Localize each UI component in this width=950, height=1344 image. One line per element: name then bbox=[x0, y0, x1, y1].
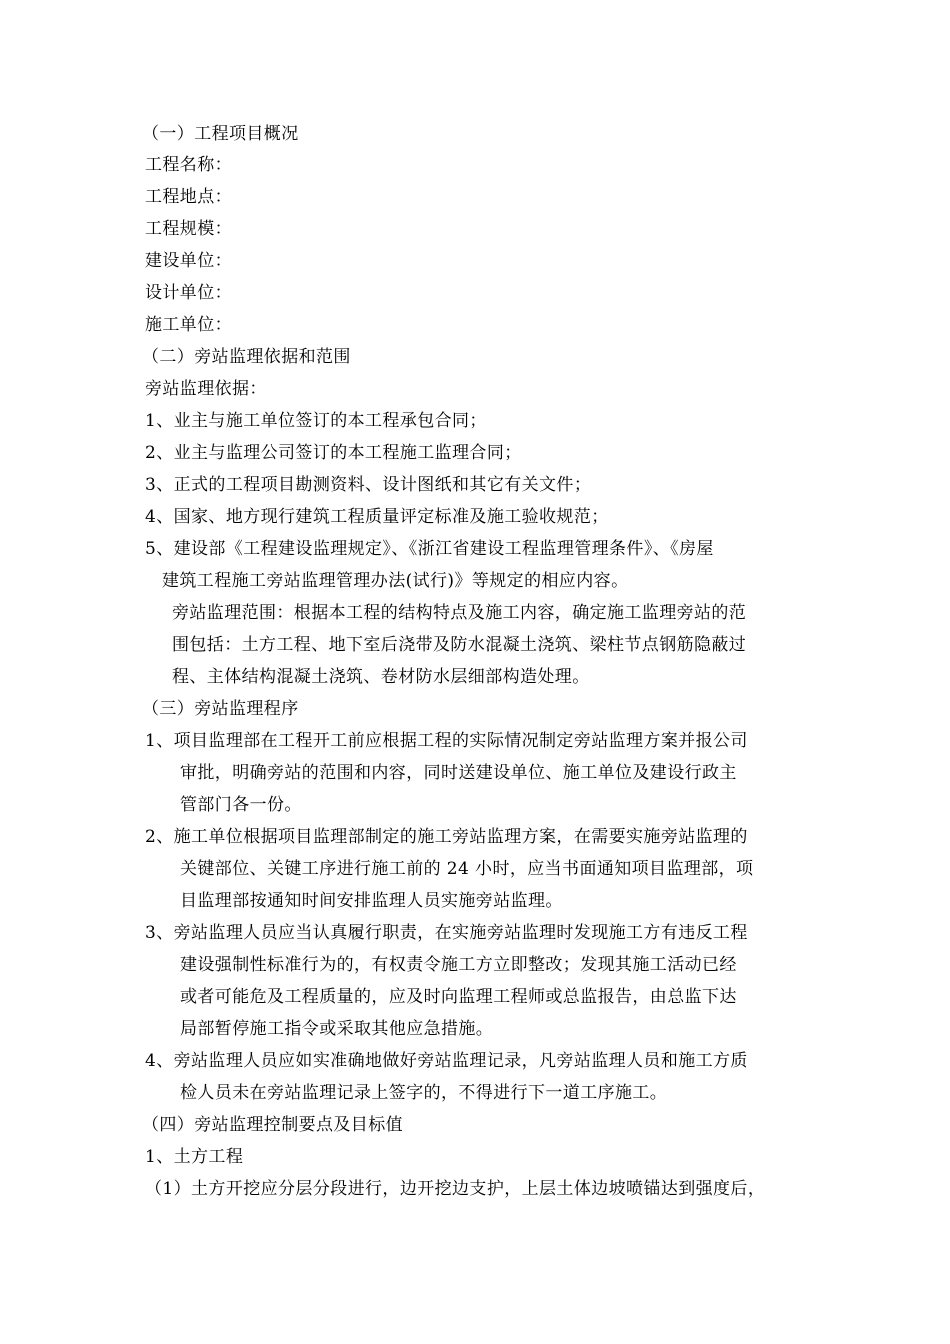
procedure-1-line1: 1、项目监理部在工程开工前应根据工程的实际情况制定旁站监理方案并报公司 bbox=[145, 731, 748, 751]
earthwork-item-1: （1）土方开挖应分层分段进行，边开挖边支护，上层土体边坡喷锚达到强度后， bbox=[145, 1179, 766, 1199]
field-project-scale: 工程规模： bbox=[145, 219, 232, 239]
basis-item-2: 2、业主与监理公司签订的本工程施工监理合同； bbox=[145, 443, 522, 463]
procedure-2-line2: 关键部位、关键工序进行施工前的 24 小时，应当书面通知项目监理部，项 bbox=[180, 859, 754, 879]
earthwork-heading: 1、土方工程 bbox=[145, 1147, 244, 1167]
field-design-unit: 设计单位： bbox=[145, 283, 232, 303]
procedure-4-line1: 4、旁站监理人员应如实准确地做好旁站监理记录，凡旁站监理人员和施工方质 bbox=[145, 1051, 748, 1071]
procedure-3-line1: 3、旁站监理人员应当认真履行职责，在实施旁站监理时发现施工方有违反工程 bbox=[145, 923, 748, 943]
basis-item-5-line1: 5、建设部《工程建设监理规定》、《浙江省建设工程监理管理条件》、《房屋 bbox=[145, 539, 714, 559]
field-owner-unit: 建设单位： bbox=[145, 251, 232, 271]
scope-line2: 围包括：土方工程、地下室后浇带及防水混凝土浇筑、梁柱节点钢筋隐蔽过 bbox=[172, 635, 747, 655]
field-project-location: 工程地点： bbox=[145, 187, 232, 207]
procedure-3-line3: 或者可能危及工程质量的，应及时向监理工程师或总监报告，由总监下达 bbox=[180, 987, 737, 1007]
basis-item-1: 1、业主与施工单位签订的本工程承包合同； bbox=[145, 411, 487, 431]
section3-heading: （三）旁站监理程序 bbox=[142, 699, 299, 719]
section1-heading: （一）工程项目概况 bbox=[142, 124, 299, 144]
field-construction-unit: 施工单位： bbox=[145, 315, 232, 335]
scope-line1: 旁站监理范围：根据本工程的结构特点及施工内容，确定施工监理旁站的范 bbox=[172, 603, 747, 623]
procedure-2-line1: 2、施工单位根据项目监理部制定的施工旁站监理方案，在需要实施旁站监理的 bbox=[145, 827, 748, 847]
procedure-4-line2: 检人员未在旁站监理记录上签字的，不得进行下一道工序施工。 bbox=[180, 1083, 668, 1103]
section2-heading: （二）旁站监理依据和范围 bbox=[142, 347, 351, 367]
field-project-name: 工程名称： bbox=[145, 155, 232, 175]
procedure-3-line2: 建设强制性标准行为的，有权责令施工方立即整改；发现其施工活动已经 bbox=[180, 955, 737, 975]
basis-title: 旁站监理依据： bbox=[145, 379, 267, 399]
section4-heading: （四）旁站监理控制要点及目标值 bbox=[142, 1115, 403, 1135]
procedure-2-line3: 目监理部按通知时间安排监理人员实施旁站监理。 bbox=[180, 891, 563, 911]
basis-item-4: 4、国家、地方现行建筑工程质量评定标准及施工验收规范； bbox=[145, 507, 609, 527]
procedure-1-line2: 审批，明确旁站的范围和内容，同时送建设单位、施工单位及建设行政主 bbox=[180, 763, 737, 783]
scope-line3: 程、主体结构混凝土浇筑、卷材防水层细部构造处理。 bbox=[172, 667, 590, 687]
procedure-3-line4: 局部暂停施工指令或采取其他应急措施。 bbox=[180, 1019, 494, 1039]
procedure-1-line3: 管部门各一份。 bbox=[180, 795, 302, 815]
basis-item-3: 3、正式的工程项目勘测资料、设计图纸和其它有关文件； bbox=[145, 475, 592, 495]
basis-item-5-line2: 建筑工程施工旁站监理管理办法(试行)》等规定的相应内容。 bbox=[162, 571, 629, 591]
